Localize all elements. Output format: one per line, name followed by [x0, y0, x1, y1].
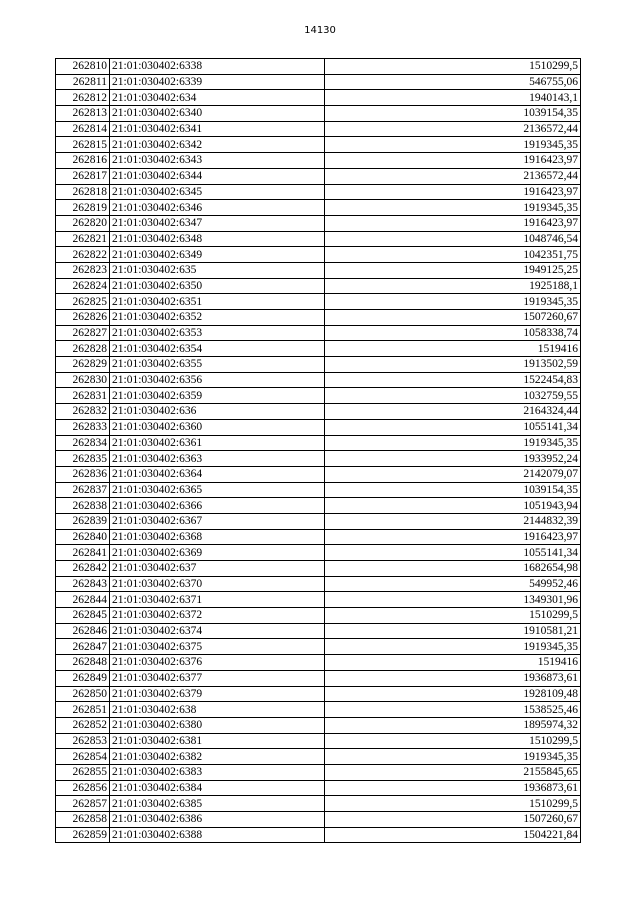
- row-number-cell: 262853: [56, 733, 110, 749]
- cadastral-number-cell: 21:01:030402:6349: [110, 247, 325, 263]
- cadastral-number-cell: 21:01:030402:6340: [110, 106, 325, 122]
- table-row: [56, 153, 581, 169]
- cadastral-number-cell: 21:01:030402:6385: [110, 796, 325, 812]
- row-number-cell: 262829: [56, 357, 110, 373]
- row-number-cell: 262837: [56, 482, 110, 498]
- row-number-cell: 262812: [56, 90, 110, 106]
- table-row: [56, 812, 581, 828]
- row-number-cell: 262830: [56, 372, 110, 388]
- table-row: [56, 106, 581, 122]
- page-number: 14130: [304, 25, 336, 36]
- cadastral-number-cell: 21:01:030402:6346: [110, 200, 325, 216]
- cadastral-value-cell: 1510299,5: [325, 796, 581, 812]
- table-row: [56, 451, 581, 467]
- table-row: [56, 231, 581, 247]
- cadastral-number-cell: 21:01:030402:6343: [110, 153, 325, 169]
- cadastral-value-cell: 1507260,67: [325, 812, 581, 828]
- cadastral-number-cell: 21:01:030402:6364: [110, 466, 325, 482]
- cadastral-value-cell: 1510299,5: [325, 733, 581, 749]
- row-number-cell: 262846: [56, 623, 110, 639]
- table-row: [56, 262, 581, 278]
- cadastral-value-cell: 1519416: [325, 655, 581, 671]
- row-number-cell: 262839: [56, 513, 110, 529]
- cadastral-number-cell: 21:01:030402:6377: [110, 670, 325, 686]
- cadastral-value-cell: 1925188,1: [325, 278, 581, 294]
- table-row: [56, 278, 581, 294]
- table-row: [56, 137, 581, 153]
- cadastral-value-cell: 1048746,54: [325, 231, 581, 247]
- row-number-cell: 262826: [56, 310, 110, 326]
- cadastral-number-cell: 21:01:030402:6365: [110, 482, 325, 498]
- cadastral-number-cell: 21:01:030402:6381: [110, 733, 325, 749]
- table-row: [56, 498, 581, 514]
- cadastral-number-cell: 21:01:030402:6353: [110, 325, 325, 341]
- cadastral-number-cell: 21:01:030402:6384: [110, 780, 325, 796]
- row-number-cell: 262814: [56, 121, 110, 137]
- cadastral-value-cell: 1919345,35: [325, 435, 581, 451]
- cadastral-value-cell: 549952,46: [325, 576, 581, 592]
- row-number-cell: 262838: [56, 498, 110, 514]
- table-row: [56, 529, 581, 545]
- cadastral-number-cell: 21:01:030402:6368: [110, 529, 325, 545]
- table-row: [56, 702, 581, 718]
- cadastral-value-cell: 1519416: [325, 341, 581, 357]
- cadastral-number-cell: 21:01:030402:6351: [110, 294, 325, 310]
- table-row: [56, 247, 581, 263]
- cadastral-value-cell: 1510299,5: [325, 608, 581, 624]
- cadastral-value-cell: 1042351,75: [325, 247, 581, 263]
- table-row: [56, 796, 581, 812]
- table-row: [56, 404, 581, 420]
- cadastral-number-cell: 21:01:030402:6367: [110, 513, 325, 529]
- cadastral-number-cell: 21:01:030402:6348: [110, 231, 325, 247]
- cadastral-value-cell: 1916423,97: [325, 153, 581, 169]
- cadastral-number-cell: 21:01:030402:6342: [110, 137, 325, 153]
- row-number-cell: 262835: [56, 451, 110, 467]
- cadastral-number-cell: 21:01:030402:6359: [110, 388, 325, 404]
- table-row: [56, 200, 581, 216]
- table-row: [56, 733, 581, 749]
- cadastral-value-cell: 2155845,65: [325, 764, 581, 780]
- cadastral-number-cell: 21:01:030402:6375: [110, 639, 325, 655]
- table-row: [56, 215, 581, 231]
- cadastral-value-cell: 546755,06: [325, 74, 581, 90]
- cadastral-value-cell: 1916423,97: [325, 215, 581, 231]
- cadastral-number-cell: 21:01:030402:6339: [110, 74, 325, 90]
- cadastral-number-cell: 21:01:030402:635: [110, 262, 325, 278]
- row-number-cell: 262851: [56, 702, 110, 718]
- row-number-cell: 262849: [56, 670, 110, 686]
- table-row: [56, 341, 581, 357]
- table-row: [56, 717, 581, 733]
- row-number-cell: 262828: [56, 341, 110, 357]
- cadastral-number-cell: 21:01:030402:6352: [110, 310, 325, 326]
- table-row: [56, 419, 581, 435]
- cadastral-number-cell: 21:01:030402:638: [110, 702, 325, 718]
- table-row: [56, 372, 581, 388]
- table-row: [56, 90, 581, 106]
- cadastral-number-cell: 21:01:030402:6361: [110, 435, 325, 451]
- row-number-cell: 262854: [56, 749, 110, 765]
- cadastral-value-cell: 1507260,67: [325, 310, 581, 326]
- cadastral-number-cell: 21:01:030402:6355: [110, 357, 325, 373]
- row-number-cell: 262843: [56, 576, 110, 592]
- cadastral-value-cell: 1913502,59: [325, 357, 581, 373]
- table-row: [56, 294, 581, 310]
- table-row: [56, 74, 581, 90]
- row-number-cell: 262852: [56, 717, 110, 733]
- row-number-cell: 262824: [56, 278, 110, 294]
- cadastral-number-cell: 21:01:030402:634: [110, 90, 325, 106]
- cadastral-value-cell: 1919345,35: [325, 749, 581, 765]
- table-row: [56, 686, 581, 702]
- cadastral-number-cell: 21:01:030402:6347: [110, 215, 325, 231]
- cadastral-value-cell: 2136572,44: [325, 121, 581, 137]
- cadastral-number-cell: 21:01:030402:6350: [110, 278, 325, 294]
- cadastral-number-cell: 21:01:030402:6388: [110, 827, 325, 843]
- cadastral-number-cell: 21:01:030402:6344: [110, 168, 325, 184]
- row-number-cell: 262856: [56, 780, 110, 796]
- table-row: [56, 780, 581, 796]
- cadastral-value-cell: 1919345,35: [325, 294, 581, 310]
- row-number-cell: 262859: [56, 827, 110, 843]
- row-number-cell: 262832: [56, 404, 110, 420]
- row-number-cell: 262827: [56, 325, 110, 341]
- cadastral-number-cell: 21:01:030402:6341: [110, 121, 325, 137]
- table-row: [56, 121, 581, 137]
- cadastral-number-cell: 21:01:030402:6370: [110, 576, 325, 592]
- cadastral-value-cell: 1055141,34: [325, 419, 581, 435]
- row-number-cell: 262823: [56, 262, 110, 278]
- table-row: [56, 639, 581, 655]
- table-row: [56, 466, 581, 482]
- cadastral-value-cell: 1916423,97: [325, 529, 581, 545]
- row-number-cell: 262836: [56, 466, 110, 482]
- row-number-cell: 262845: [56, 608, 110, 624]
- row-number-cell: 262810: [56, 59, 110, 75]
- table-row: [56, 592, 581, 608]
- cadastral-value-cell: 1940143,1: [325, 90, 581, 106]
- cadastral-value-cell: 1504221,84: [325, 827, 581, 843]
- cadastral-value-cell: 1349301,96: [325, 592, 581, 608]
- table-row: [56, 827, 581, 843]
- row-number-cell: 262834: [56, 435, 110, 451]
- row-number-cell: 262816: [56, 153, 110, 169]
- table-row: [56, 576, 581, 592]
- cadastral-value-cell: 2144832,39: [325, 513, 581, 529]
- cadastral-value-cell: 1933952,24: [325, 451, 581, 467]
- row-number-cell: 262855: [56, 764, 110, 780]
- cadastral-value-cell: 1538525,46: [325, 702, 581, 718]
- cadastral-number-cell: 21:01:030402:6366: [110, 498, 325, 514]
- table-row: [56, 545, 581, 561]
- table-body: [56, 59, 581, 843]
- table-row: [56, 388, 581, 404]
- cadastral-number-cell: 21:01:030402:6372: [110, 608, 325, 624]
- table-row: [56, 482, 581, 498]
- table-row: [56, 168, 581, 184]
- cadastral-value-cell: 1919345,35: [325, 200, 581, 216]
- cadastral-number-cell: 21:01:030402:6345: [110, 184, 325, 200]
- table-row: [56, 623, 581, 639]
- row-number-cell: 262844: [56, 592, 110, 608]
- cadastral-value-table: [55, 58, 581, 843]
- cadastral-value-cell: 1682654,98: [325, 561, 581, 577]
- table-row: [56, 764, 581, 780]
- row-number-cell: 262820: [56, 215, 110, 231]
- cadastral-number-cell: 21:01:030402:6379: [110, 686, 325, 702]
- cadastral-number-cell: 21:01:030402:6383: [110, 764, 325, 780]
- table-row: [56, 749, 581, 765]
- table-row: [56, 325, 581, 341]
- table-row: [56, 513, 581, 529]
- row-number-cell: 262825: [56, 294, 110, 310]
- cadastral-number-cell: 21:01:030402:6356: [110, 372, 325, 388]
- row-number-cell: 262822: [56, 247, 110, 263]
- cadastral-value-cell: 1032759,55: [325, 388, 581, 404]
- table-row: [56, 561, 581, 577]
- cadastral-value-cell: 1039154,35: [325, 482, 581, 498]
- row-number-cell: 262818: [56, 184, 110, 200]
- cadastral-number-cell: 21:01:030402:6376: [110, 655, 325, 671]
- row-number-cell: 262821: [56, 231, 110, 247]
- row-number-cell: 262840: [56, 529, 110, 545]
- cadastral-number-cell: 21:01:030402:6371: [110, 592, 325, 608]
- cadastral-value-cell: 1928109,48: [325, 686, 581, 702]
- cadastral-value-cell: 1058338,74: [325, 325, 581, 341]
- table-row: [56, 670, 581, 686]
- row-number-cell: 262815: [56, 137, 110, 153]
- row-number-cell: 262847: [56, 639, 110, 655]
- cadastral-value-cell: 1039154,35: [325, 106, 581, 122]
- table-row: [56, 310, 581, 326]
- cadastral-value-cell: 1919345,35: [325, 639, 581, 655]
- row-number-cell: 262811: [56, 74, 110, 90]
- cadastral-value-cell: 1919345,35: [325, 137, 581, 153]
- row-number-cell: 262850: [56, 686, 110, 702]
- table-row: [56, 608, 581, 624]
- cadastral-value-cell: 1051943,94: [325, 498, 581, 514]
- table-row: [56, 357, 581, 373]
- table-row: [56, 184, 581, 200]
- cadastral-value-cell: 1936873,61: [325, 670, 581, 686]
- cadastral-value-cell: 2136572,44: [325, 168, 581, 184]
- cadastral-value-cell: 1055141,34: [325, 545, 581, 561]
- cadastral-number-cell: 21:01:030402:636: [110, 404, 325, 420]
- cadastral-value-cell: 1916423,97: [325, 184, 581, 200]
- cadastral-value-cell: 1522454,83: [325, 372, 581, 388]
- row-number-cell: 262848: [56, 655, 110, 671]
- cadastral-number-cell: 21:01:030402:6338: [110, 59, 325, 75]
- row-number-cell: 262858: [56, 812, 110, 828]
- cadastral-number-cell: 21:01:030402:6369: [110, 545, 325, 561]
- row-number-cell: 262833: [56, 419, 110, 435]
- table-row: [56, 435, 581, 451]
- cadastral-value-cell: 2164324,44: [325, 404, 581, 420]
- row-number-cell: 262831: [56, 388, 110, 404]
- cadastral-value-cell: 2142079,07: [325, 466, 581, 482]
- row-number-cell: 262857: [56, 796, 110, 812]
- cadastral-value-cell: 1910581,21: [325, 623, 581, 639]
- cadastral-number-cell: 21:01:030402:6354: [110, 341, 325, 357]
- row-number-cell: 262817: [56, 168, 110, 184]
- table-row: [56, 59, 581, 75]
- cadastral-value-cell: 1936873,61: [325, 780, 581, 796]
- cadastral-value-cell: 1510299,5: [325, 59, 581, 75]
- cadastral-number-cell: 21:01:030402:6382: [110, 749, 325, 765]
- row-number-cell: 262819: [56, 200, 110, 216]
- row-number-cell: 262813: [56, 106, 110, 122]
- cadastral-number-cell: 21:01:030402:6386: [110, 812, 325, 828]
- cadastral-value-cell: 1949125,25: [325, 262, 581, 278]
- cadastral-number-cell: 21:01:030402:6360: [110, 419, 325, 435]
- cadastral-value-cell: 1895974,32: [325, 717, 581, 733]
- cadastral-number-cell: 21:01:030402:6374: [110, 623, 325, 639]
- cadastral-number-cell: 21:01:030402:637: [110, 561, 325, 577]
- row-number-cell: 262841: [56, 545, 110, 561]
- cadastral-number-cell: 21:01:030402:6363: [110, 451, 325, 467]
- table-row: [56, 655, 581, 671]
- cadastral-number-cell: 21:01:030402:6380: [110, 717, 325, 733]
- row-number-cell: 262842: [56, 561, 110, 577]
